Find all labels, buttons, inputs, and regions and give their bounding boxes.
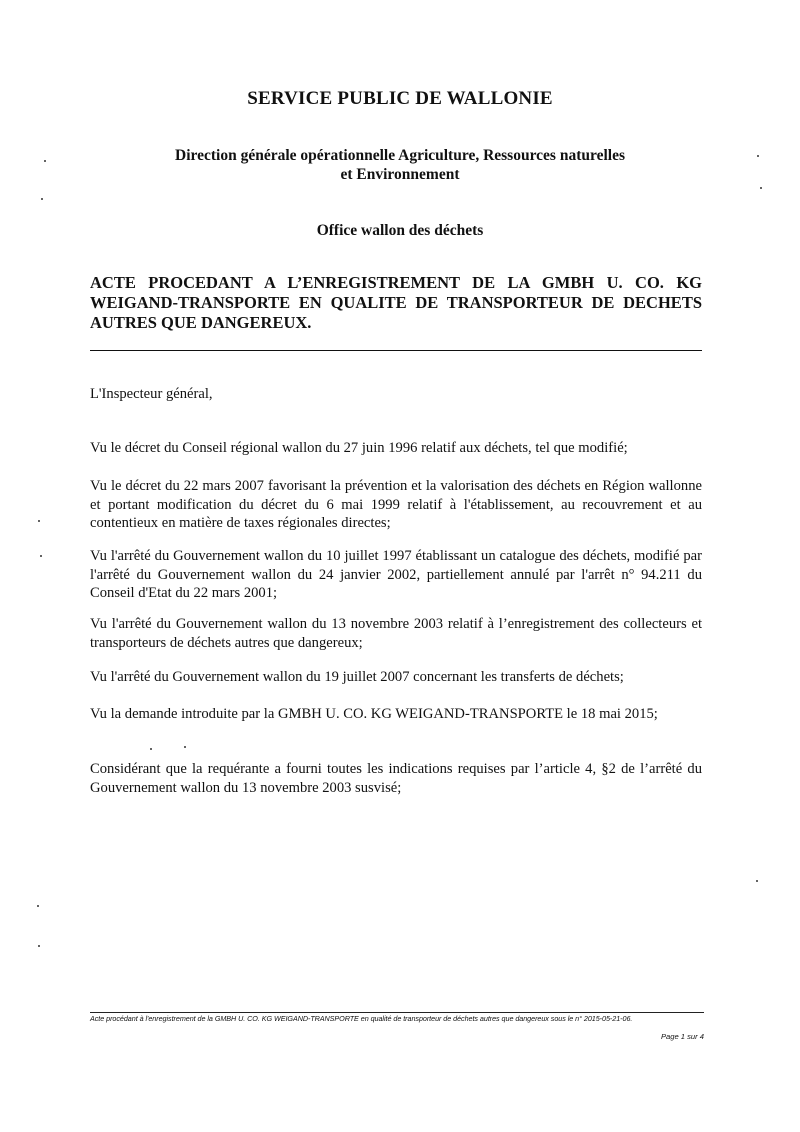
page-number: Page 1 sur 4 — [660, 1032, 704, 1041]
page-title: SERVICE PUBLIC DE WALLONIE — [247, 88, 553, 109]
scan-speck — [37, 905, 39, 907]
scan-speck — [756, 880, 758, 882]
scan-speck — [184, 746, 186, 748]
paragraph-arrete-2007: Vu l'arrêté du Gouvernement wallon du 19 juillet 2007 concernant les transferts de déchets; — [90, 669, 624, 685]
paragraph-arrete-1997: Vu l'arrêté du Gouvernement wallon du 10 juillet 1997 établissant un catalogue des déchets, modifié par l'arrêté du Gouvernement wallon du 24 janvier 2002, partiellement annulé par l'arrêt n° 94.211 du Conseil d'Etat du 22 mars 2001; — [90, 548, 702, 601]
paragraph-considerant: Considérant que la requérante a fourni toutes les indications requises par l’article 4, §2 de l’arrêté du Gouvernement wallon du 13 novembre 2003 susvisé; — [90, 761, 702, 796]
direction-line-2: et Environnement — [340, 166, 460, 183]
paragraph-decret-2007: Vu le décret du 22 mars 2007 favorisant la prévention et la valorisation des déchets en Région wallonne et portant modification du décret du 6 mai 1999 relatif à l'établissement, au recouvrement et au contentieux en matière de taxes régionales directes; — [90, 478, 702, 531]
footer-divider — [90, 1012, 704, 1013]
scan-speck — [38, 520, 40, 522]
office-heading: Office wallon des déchets — [316, 222, 484, 239]
scan-speck — [760, 187, 762, 189]
direction-line-1: Direction générale opérationnelle Agriculture, Ressources naturelles — [175, 147, 625, 164]
scan-speck — [44, 160, 46, 162]
paragraph-arrete-2003: Vu l'arrêté du Gouvernement wallon du 13 novembre 2003 relatif à l’enregistrement des collecteurs et transporteurs de déchets autres que dangereux; — [90, 616, 702, 651]
paragraph-demande: Vu la demande introduite par la GMBH U. CO. KG WEIGAND-TRANSPORTE le 18 mai 2015; — [90, 706, 658, 722]
footer-reference: Acte procédant à l'enregistrement de la GMBH U. CO. KG WEIGAND-TRANSPORTE en qualité de transporteur de déchets autres que dangereux sous le n° 2015-05-21-06. — [90, 1014, 633, 1023]
paragraph-decret-1996: Vu le décret du Conseil régional wallon du 27 juin 1996 relatif aux déchets, tel que modifié; — [90, 440, 628, 456]
scan-speck — [757, 155, 759, 157]
acte-title: ACTE PROCEDANT A L’ENREGISTREMENT DE LA GMBH U. CO. KG WEIGAND-TRANSPORTE EN QUALITE DE TRANSPORTEUR DE DECHETS AUTRES QUE DANGEREUX. — [90, 273, 702, 332]
direction-heading — [0, 146, 800, 184]
salutation: L'Inspecteur général, — [90, 386, 213, 402]
scan-speck — [38, 945, 40, 947]
title-divider — [90, 350, 702, 351]
scan-speck — [40, 555, 42, 557]
scan-speck — [41, 198, 43, 200]
scan-speck — [150, 748, 152, 750]
